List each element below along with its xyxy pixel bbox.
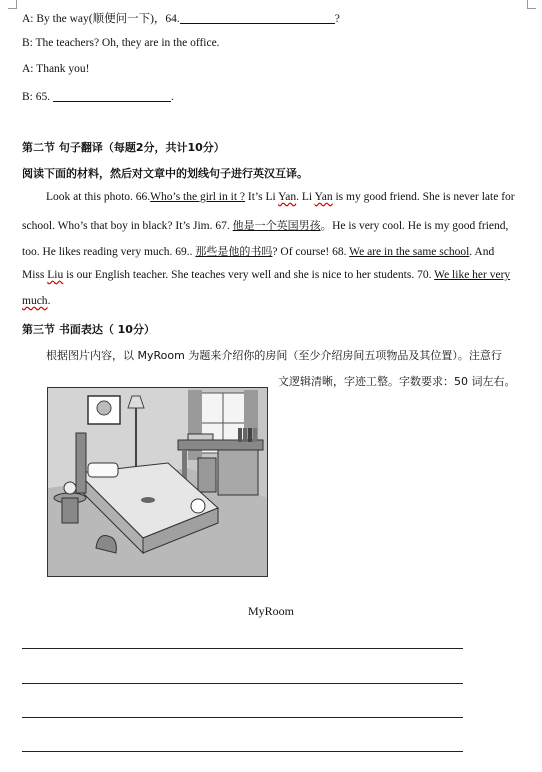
writing-line-3[interactable] xyxy=(22,717,463,718)
dialogue-line-a2: A: Thank you! xyxy=(22,63,90,75)
passage-line-1: Look at this photo. 66.Who’s the girl in it ? It’s Li Yan. Li Yan is my good friend. She is never late for xyxy=(46,191,515,203)
bedroom-illustration xyxy=(47,387,268,577)
bedroom-illustration-icon xyxy=(48,388,267,576)
page-corner-mark-left xyxy=(8,0,17,9)
dialogue-line-b2: B: 65. . xyxy=(22,91,174,103)
underlined-sentence-66: Who’s the girl in it ? xyxy=(150,191,245,203)
writing-line-2[interactable] xyxy=(22,683,463,684)
page-corner-mark-right xyxy=(527,0,536,9)
underlined-sentence-68: We are in the same school xyxy=(349,246,470,258)
writing-line-1[interactable] xyxy=(22,648,463,649)
writing-title: MyRoom xyxy=(247,604,294,618)
underlined-sentence-67: 他是一个英国男孩 xyxy=(232,219,321,232)
answer-blank-64[interactable] xyxy=(180,11,335,24)
section2-instruction: 阅读下面的材料，然后对文章中的划线句子进行英汉互译。 xyxy=(22,167,308,180)
section3-heading: 第三节 书面表达（ 10分） xyxy=(22,323,155,336)
section3-prompt-line-2: 文逻辑清晰，字迹工整。字数要求：50 词左右。 xyxy=(278,375,516,388)
passage-line-2: school. Who’s that boy in black? It’s Jim. 67. 他是一个英国男孩。He is very cool. He is my good friend, xyxy=(22,219,509,232)
answer-blank-65[interactable] xyxy=(53,89,171,102)
passage-line-5: much. xyxy=(22,295,51,307)
section2-heading: 第二节 句子翻译（每题2分，共计10分） xyxy=(22,141,225,154)
passage-line-3: too. He likes reading very much. 69.. 那些是他的书吗? Of course! 68. We are in the same school. And xyxy=(22,245,495,258)
passage-line-4: Miss Liu is our English teacher. She teaches very well and she is nice to her students. 70. We like her very xyxy=(22,269,511,281)
dialogue-line-b1: B: The teachers? Oh, they are in the office. xyxy=(22,37,220,49)
dialogue-line-a1: A: By the way(顺便问一下)，64. ? xyxy=(22,13,340,25)
section3-prompt-line-1: 根据图片内容，以 MyRoom 为题来介绍你的房间（至少介绍房间五项物品及其位置）。注意行 xyxy=(46,349,502,362)
underlined-sentence-69: 那些是他的书吗 xyxy=(195,245,273,258)
underlined-sentence-70: We like her very xyxy=(434,269,511,281)
writing-line-4[interactable] xyxy=(22,751,463,752)
